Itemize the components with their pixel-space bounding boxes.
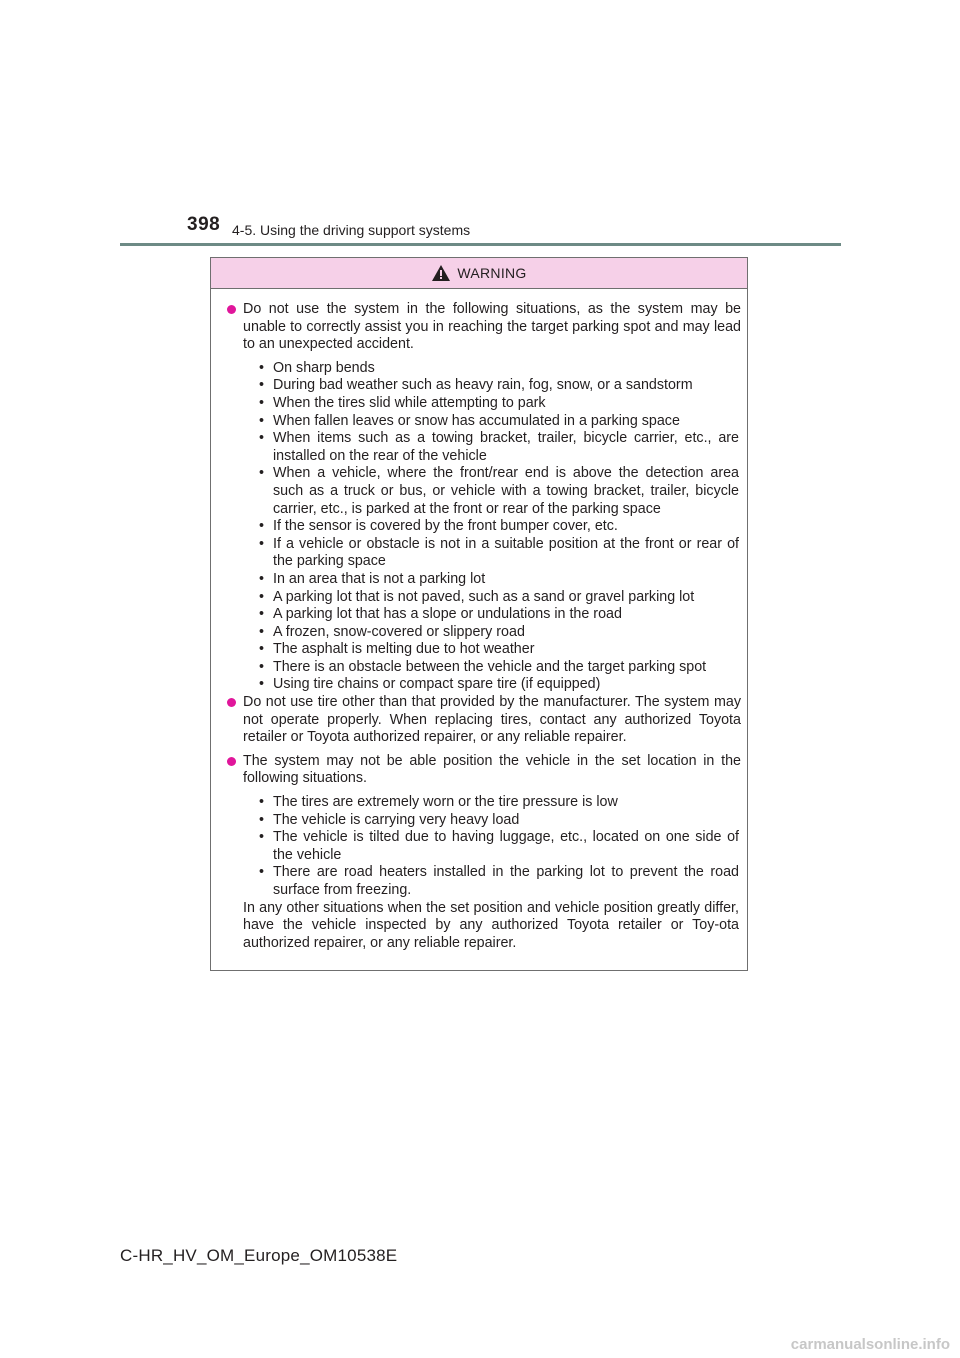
warning-item-text: The system may not be able position the vehicle in the set location in the following situations. — [243, 752, 741, 787]
header-rule — [120, 243, 841, 246]
warning-item — [225, 301, 741, 694]
list-item: • A parking lot that has a slope or undulations in the road — [259, 606, 622, 623]
situation-list — [243, 794, 741, 900]
list-item: • The vehicle is carrying very heavy load — [259, 811, 520, 828]
list-item: • There are road heaters installed in the parking lot to prevent the road surface from freezing. — [259, 864, 739, 898]
warning-item-text: Do not use tire other than that provided by the manufacturer. The system may not operate properly. When replacing tires, contact any authorized Toyota retailer or Toyota authorized repairer, or any reliable repairer. — [243, 694, 741, 746]
section-title: 4-5. Using the driving support systems — [232, 222, 471, 238]
list-item: • Using tire chains or compact spare tire (if equipped) — [259, 676, 601, 693]
warning-title: WARNING — [457, 265, 527, 281]
list-item: • If the sensor is covered by the front bumper cover, etc. — [259, 518, 618, 535]
warning-box — [210, 257, 748, 971]
warning-header — [211, 258, 747, 289]
list-item: • When the tires slid while attempting to park — [259, 394, 546, 411]
list-item: • When a vehicle, where the front/rear end is above the detection area such as a truck or bus, or vehicle with a towing bracket, trailer, bicycle carrier, etc., is parked at the front or rear of the parking space — [259, 465, 739, 517]
document-code: C-HR_HV_OM_Europe_OM10538E — [120, 1246, 398, 1265]
list-item: • There is an obstacle between the vehicle and the target parking spot — [259, 658, 707, 675]
list-item: • A parking lot that is not paved, such as a sand or gravel parking lot — [259, 588, 695, 605]
list-item: • When items such as a towing bracket, trailer, bicycle carrier, etc., are installed on the rear of the vehicle — [259, 430, 739, 464]
watermark: carmanualsonline.info — [790, 1336, 950, 1353]
warning-note: In any other situations when the set position and vehicle position greatly differ, have the vehicle inspected by any authorized Toyota retailer or Toy-ota authorized repairer, or any reliable repairer. — [243, 899, 739, 951]
bullet-dot-icon — [227, 698, 236, 707]
situation-list — [243, 360, 741, 694]
list-item: • When fallen leaves or snow has accumulated in a parking space — [259, 412, 680, 429]
list-item: • The tires are extremely worn or the tire pressure is low — [259, 794, 618, 811]
list-item: • In an area that is not a parking lot — [259, 570, 486, 587]
warning-item-text: Do not use the system in the following situations, as the system may be unable to correctly assist you in reaching the target parking spot and may lead to an unexpected accident. — [243, 301, 741, 353]
warning-item — [225, 694, 741, 747]
warning-item — [225, 753, 741, 953]
list-item: • On sharp bends — [259, 359, 375, 376]
warning-triangle-icon — [431, 264, 451, 282]
bullet-dot-icon — [227, 757, 236, 766]
list-item: • If a vehicle or obstacle is not in a suitable position at the front or rear of the parking space — [259, 535, 739, 570]
warning-body — [211, 289, 747, 952]
page-number: 398 — [187, 214, 221, 235]
list-item: • The asphalt is melting due to hot weather — [259, 641, 535, 658]
list-item: • A frozen, snow-covered or slippery road — [259, 623, 525, 640]
list-item: • During bad weather such as heavy rain, fog, snow, or a sandstorm — [259, 377, 693, 394]
list-item: • The vehicle is tilted due to having luggage, etc., located on one side of the vehicle — [259, 829, 739, 863]
bullet-dot-icon — [227, 305, 236, 314]
